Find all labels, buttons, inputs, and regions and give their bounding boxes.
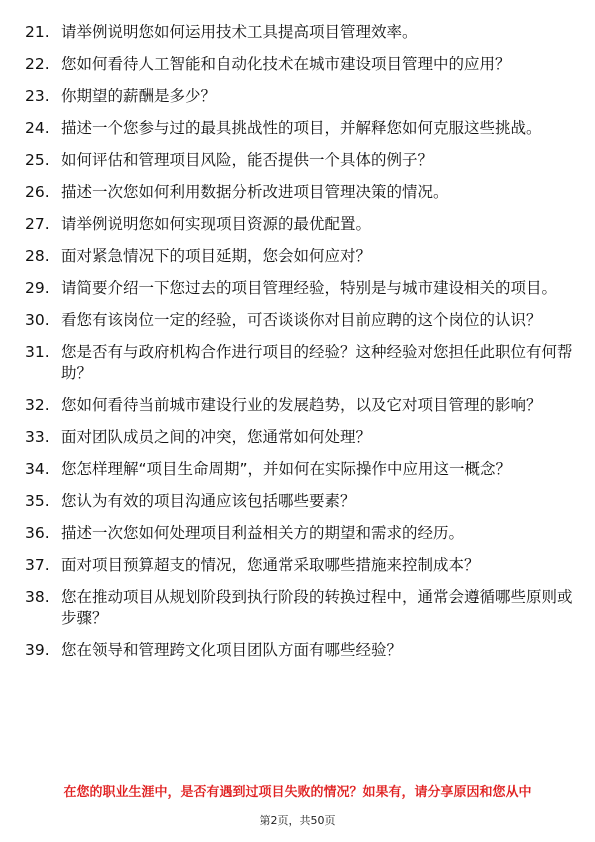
question-text: 请举例说明您如何运用技术工具提高项目管理效率。 (61, 23, 418, 41)
question-text: 您认为有效的项目沟通应该包括哪些要素？ (61, 492, 356, 510)
question-number: 33. (25, 428, 50, 446)
question-item (25, 427, 575, 448)
question-number: 38. (25, 588, 50, 606)
question-text: 您在推动项目从规划阶段到执行阶段的转换过程中，通常会遵循哪些原则或步骤？ (61, 588, 573, 627)
question-number: 39. (25, 641, 50, 659)
question-text: 您如何看待当前城市建设行业的发展趋势，以及它对项目管理的影响？ (61, 396, 542, 414)
question-text: 描述一次您如何处理项目利益相关方的期望和需求的经历。 (61, 524, 465, 542)
question-item (25, 523, 575, 544)
question-number: 30. (25, 311, 50, 329)
question-text: 您是否有与政府机构合作进行项目的经验？这种经验对您担任此职位有何帮助？ (61, 343, 573, 382)
question-text: 您怎样理解“项目生命周期”，并如何在实际操作中应用这一概念？ (61, 460, 512, 478)
question-number: 28. (25, 247, 50, 265)
question-number: 32. (25, 396, 50, 414)
question-number: 31. (25, 343, 50, 361)
question-number: 22. (25, 55, 50, 73)
question-number: 27. (25, 215, 50, 233)
question-text: 看您有该岗位一定的经验，可否谈谈你对目前应聘的这个岗位的认识？ (61, 311, 542, 329)
question-text: 如何评估和管理项目风险，能否提供一个具体的例子？ (61, 151, 434, 169)
question-text: 请简要介绍一下您过去的项目管理经验，特别是与城市建设相关的项目。 (61, 279, 558, 297)
question-item (25, 278, 575, 299)
question-number: 26. (25, 183, 50, 201)
question-number: 23. (25, 87, 50, 105)
question-item (25, 459, 575, 480)
question-item (25, 587, 575, 629)
question-item (25, 182, 575, 203)
question-text: 面对团队成员之间的冲突，您通常如何处理？ (61, 428, 372, 446)
question-item (25, 555, 575, 576)
question-text: 描述一个您参与过的最具挑战性的项目，并解释您如何克服这些挑战。 (61, 119, 542, 137)
question-text: 您在领导和管理跨文化项目团队方面有哪些经验？ (61, 641, 403, 659)
question-number: 25. (25, 151, 50, 169)
question-item (25, 640, 575, 661)
question-text: 面对紧急情况下的项目延期，您会如何应对？ (61, 247, 372, 265)
question-number: 35. (25, 492, 50, 510)
question-item (25, 54, 575, 75)
question-item (25, 150, 575, 171)
question-number: 24. (25, 119, 50, 137)
question-item (25, 342, 575, 384)
question-text: 您如何看待人工智能和自动化技术在城市建设项目管理中的应用？ (61, 55, 511, 73)
question-number: 34. (25, 460, 50, 478)
question-item (25, 22, 575, 43)
question-number: 36. (25, 524, 50, 542)
question-text: 请举例说明您如何实现项目资源的最优配置。 (61, 215, 372, 233)
question-text: 你期望的薪酬是多少？ (61, 87, 217, 105)
question-text: 描述一次您如何利用数据分析改进项目管理决策的情况。 (61, 183, 449, 201)
question-item (25, 86, 575, 107)
question-number: 37. (25, 556, 50, 574)
question-text: 面对项目预算超支的情况，您通常采取哪些措施来控制成本？ (61, 556, 480, 574)
question-item (25, 395, 575, 416)
question-item (25, 310, 575, 331)
question-item (25, 491, 575, 512)
page-number: 第2页，共50页 (259, 814, 336, 827)
question-number: 29. (25, 279, 50, 297)
question-item (25, 214, 575, 235)
highlighted-question-note: 在您的职业生涯中，是否有遇到过项目失败的情况？如果有，请分享原因和您从中 (63, 785, 532, 800)
question-item (25, 118, 575, 139)
question-item (25, 246, 575, 267)
question-number: 21. (25, 23, 50, 41)
question-list (25, 22, 575, 672)
